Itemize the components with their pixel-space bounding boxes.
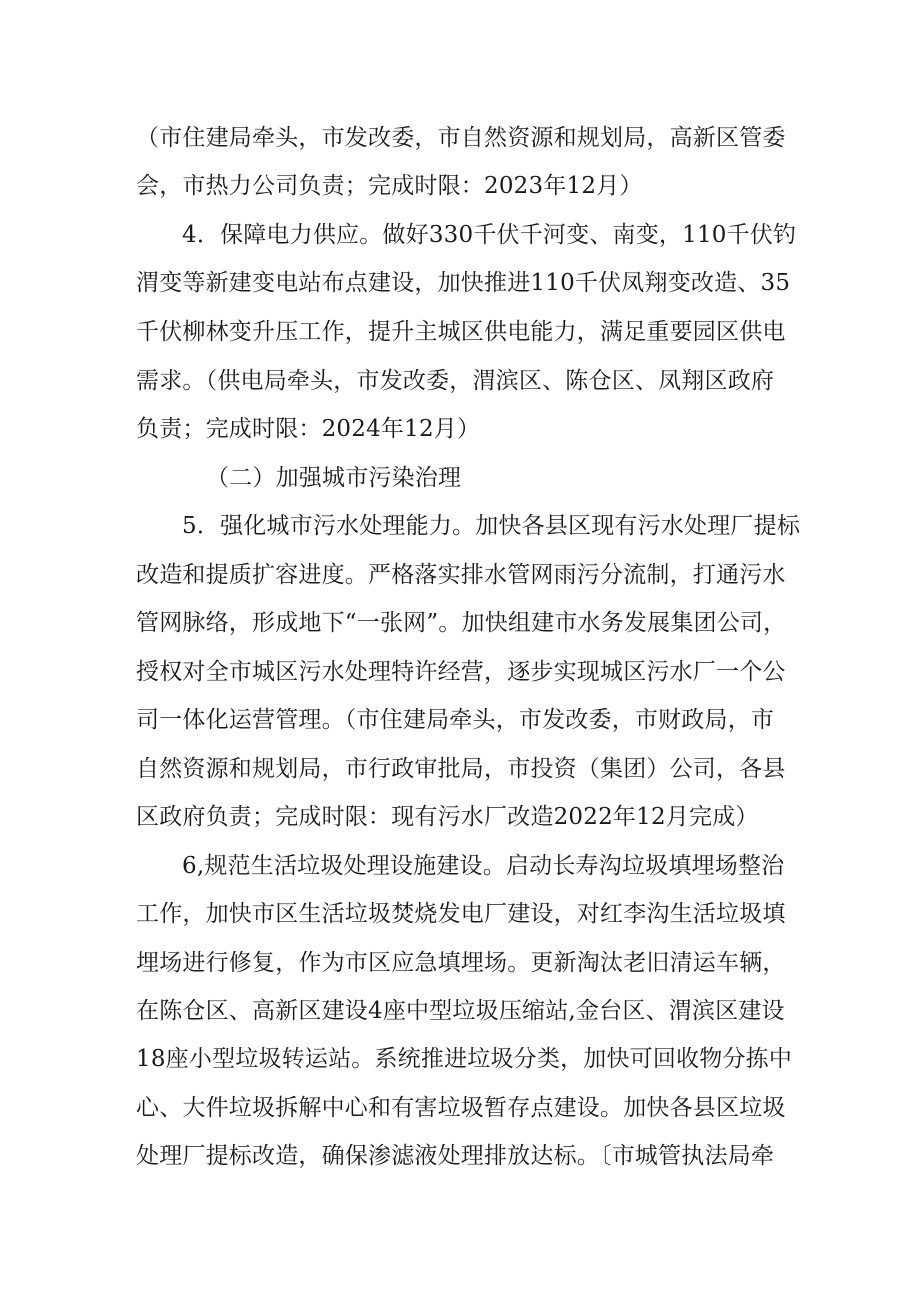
- paragraph-line: 会，市热力公司负责；完成时限：2023年12月）: [136, 173, 643, 199]
- paragraph-line: 心、大件垃圾拆解中心和有害垃圾暂存点建设。加快各县区垃圾: [136, 1095, 786, 1121]
- section-heading: （二）加强城市污染治理: [206, 465, 462, 491]
- paragraph-line: 授权对全市城区污水处理特许经营，逐步实现城区污水厂一个公: [136, 659, 786, 685]
- paragraph-line: （市住建局牵头，市发改委，市自然资源和规划局，高新区管委: [136, 125, 786, 151]
- paragraph-line: 4．保障电力供应。做好330千伏千河变、南变，110千伏钓: [182, 222, 797, 248]
- paragraph-line: 改造和提质扩容进度。严格落实排水管网雨污分流制，打通污水: [136, 562, 786, 588]
- paragraph-line: 5．强化城市污水处理能力。加快各县区现有污水处理厂提标: [182, 513, 801, 539]
- paragraph-line: 6,规范生活垃圾处理设施建设。启动长寿沟垃圾填埋场整治: [182, 853, 785, 879]
- paragraph-line: 需求。（供电局牵头，市发改委，渭滨区、陈仓区、凤翔区政府: [136, 368, 775, 394]
- paragraph-line: 18座小型垃圾转运站。系统推进垃圾分类，加快可回收物分拣中: [136, 1046, 793, 1072]
- paragraph-line: 工作，加快市区生活垃圾焚烧发电厂建设，对红李沟生活垃圾填: [136, 901, 786, 927]
- paragraph-line: 司一体化运营管理。（市住建局牵头，市发改委，市财政局，市: [136, 707, 775, 733]
- paragraph-line: 自然资源和规划局，市行政审批局，市投资（集团）公司，各县: [136, 756, 786, 782]
- paragraph-line: 负责；完成时限：2024年12月）: [136, 416, 481, 442]
- paragraph-line: 渭变等新建变电站布点建设，加快推进110千伏凤翔变改造、35: [136, 270, 791, 296]
- paragraph-line: 处理厂提标改造，确保渗滤液处理排放达标。〔市城管执法局牵: [136, 1143, 775, 1169]
- paragraph-line: 埋场进行修复，作为市区应急填埋场。更新淘汰老旧清运车辆，: [136, 950, 786, 976]
- paragraph-line: 管网脉络，形成地下“一张网”。加快组建市水务发展集团公司，: [136, 610, 787, 636]
- paragraph-line: 区政府负责；完成时限：现有污水厂改造2022年12月完成）: [136, 804, 759, 830]
- paragraph-line: 在陈仓区、高新区建设4座中型垃圾压缩站,金台区、渭滨区建设: [136, 998, 785, 1024]
- paragraph-line: 千伏柳林变升压工作，提升主城区供电能力，满足重要园区供电: [136, 319, 786, 345]
